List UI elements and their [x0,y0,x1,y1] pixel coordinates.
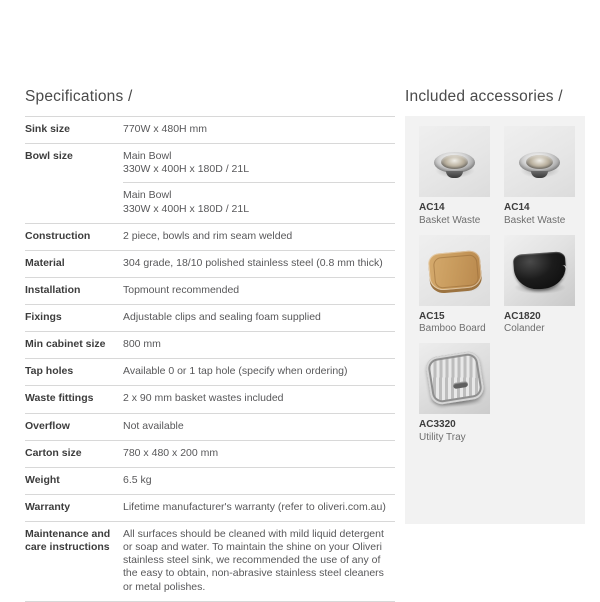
spec-row-bowl-size [25,144,395,224]
spec-row-waste-fittings [25,386,395,413]
bowl-group [123,150,395,176]
specifications-table [25,116,395,602]
accessory-code: AC1820 [504,310,541,322]
accessory-item-ac1820 [504,235,575,336]
spec-value: Available 0 or 1 tap hole (specify when ordering) [123,365,348,378]
spec-row-maintenance [25,522,395,602]
bowl-group-size: 330W x 400H x 180D / 21L [123,202,250,215]
accessory-item-ac14-1 [419,126,490,227]
basket-waste-basket [526,155,553,169]
specifications-section [25,88,395,602]
spec-value: All surfaces should be cleaned with mild liquid detergent or soap and water. To maintain the shine on your Oliveri stainless steel sink, we recommended the use of any of the easy to obtain, non-abrasive stainless steel cleaners or metal polishes. [123,528,384,593]
utility-tray-shape [425,350,486,406]
spec-label: Construction [25,229,91,242]
spec-label: Weight [25,473,60,486]
accessory-code: AC14 [504,202,530,213]
specifications-title: Specifications / [25,88,133,105]
spec-row-construction [25,224,395,251]
spec-row-overflow [25,414,395,441]
accessory-name: Basket Waste [504,214,566,226]
spec-row-weight [25,468,395,495]
spec-value: 800 mm [123,338,161,351]
bowl-group [123,189,395,215]
accessory-code: AC14 [419,202,445,213]
accessories-section [405,88,585,524]
spec-value: 6.5 kg [123,473,152,486]
accessories-panel [405,116,585,524]
basket-waste-photo [504,126,575,197]
accessory-item-ac3320 [419,343,490,444]
spec-value: 2 x 90 mm basket wastes included [123,392,284,405]
spec-label: Overflow [25,419,70,432]
spec-value: Lifetime manufacturer's warranty (refer to oliveri.com.au) [123,500,386,513]
colander-rim [557,264,568,279]
spec-row-sink-size [25,117,395,144]
basket-waste-photo [419,126,490,197]
spec-label: Material [25,256,65,269]
accessory-name: Utility Tray [419,431,466,443]
bamboo-board-edge [433,254,480,289]
colander-photo [504,235,575,306]
spec-row-material [25,251,395,278]
spec-row-tap-holes [25,359,395,386]
spec-label: Bowl size [25,150,73,163]
spec-value: 2 piece, bowls and rim seam welded [123,229,293,242]
spec-value: Not available [123,419,184,432]
spec-row-fixings [25,305,395,332]
accessory-name: Bamboo Board [419,323,486,334]
spec-label: Waste fittings [25,392,94,405]
spec-row-carton-size [25,441,395,468]
spec-value: 780 x 480 x 200 mm [123,446,219,459]
spec-value: 304 grade, 18/10 polished stainless steel (0.8 mm thick) [123,256,383,269]
accessory-name: Colander [504,323,545,334]
spec-value [123,150,395,216]
accessories-title: Included accessories / [405,88,563,105]
spec-value: 770W x 480H mm [123,123,208,135]
spec-row-min-cabinet-size [25,332,395,359]
accessory-code: AC15 [419,310,445,322]
spec-label: Min cabinet size [25,338,106,351]
spec-row-installation [25,278,395,305]
bamboo-board-photo [419,235,490,306]
spec-label: Maintenance and care instructions [25,528,111,554]
spec-value: Adjustable clips and sealing foam supplied [123,311,321,323]
basket-waste-basket [441,155,468,169]
spec-label: Sink size [25,123,70,135]
spec-label: Carton size [25,446,82,459]
spec-row-warranty [25,495,395,522]
bowl-group-size: 330W x 400H x 180D / 21L [123,163,250,176]
spec-value: Topmount recommended [123,283,240,296]
accessory-name: Basket Waste [419,214,481,226]
spec-label: Fixings [25,311,62,323]
spec-label: Tap holes [25,365,74,378]
spec-label: Warranty [25,500,71,513]
spec-label: Installation [25,283,81,296]
utility-tray-photo [419,343,490,414]
bowl-group-title: Main Bowl [123,150,172,163]
bowl-divider [123,182,395,183]
bowl-group-title: Main Bowl [123,189,172,202]
accessory-code: AC3320 [419,419,456,430]
accessory-item-ac14-2 [504,126,575,227]
accessory-item-ac15 [419,235,490,336]
